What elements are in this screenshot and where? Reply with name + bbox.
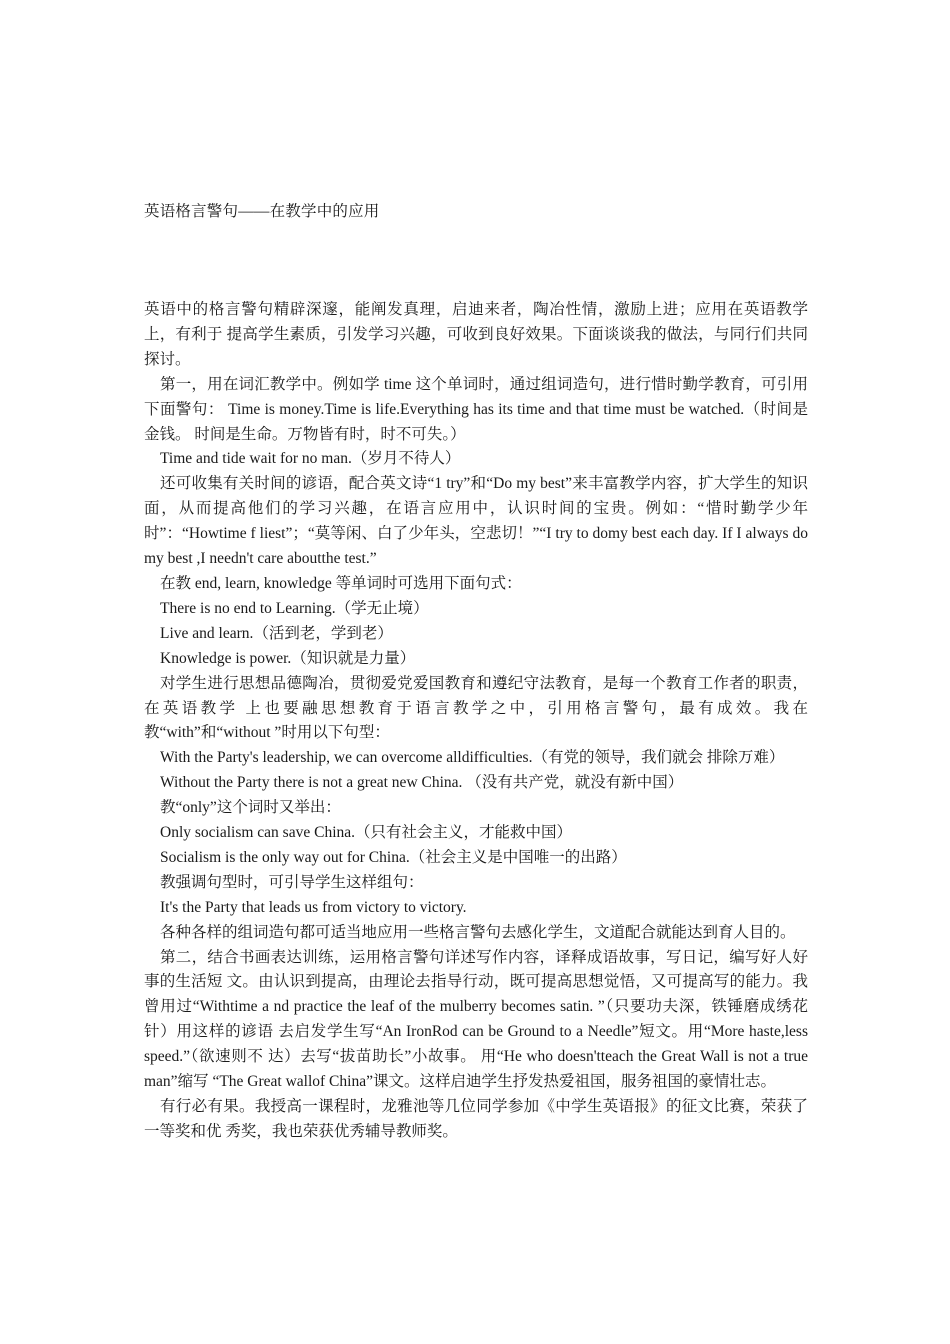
paragraph-vocabulary: 第一，用在词汇教学中。例如学 time 这个单词时，通过组词造句，进行惜时勤学教育，可引用下面警句： Time is money.Time is life.Everything has its time and that time must be watched.（时间是金钱。 时间是生命。万物皆有时，时不可失。） bbox=[144, 375, 808, 443]
paragraph-emphatic: 教强调句型时，可引导学生这样组句： bbox=[160, 873, 424, 891]
paragraph-sentence-patterns: 在教 end, learn, knowledge 等单词时可选用下面句式： bbox=[160, 574, 522, 592]
paragraph-results: 有行必有果。我授高一课程时，龙雅池等几位同学参加《中学生英语报》的征文比赛，荣获了一等奖和优 秀奖，我也荣获优秀辅导教师奖。 bbox=[144, 1098, 808, 1140]
paragraph-moral-education: 对学生进行思想品德陶冶，贯彻爱党爱国教育和遵纪守法教育，是每一个教育工作者的职责，在英语教学 上也要融思想教育于语言教学之中，引用格言警句，最有成效。我在教“with”和“without ”时用以下句型： bbox=[144, 674, 808, 742]
document-body bbox=[144, 298, 808, 1145]
quote-line: With the Party's leadership, we can overcome alldifficulties.（有党的领导，我们就会 排除万难） bbox=[160, 749, 785, 767]
quote-line: Without the Party there is not a great new China. （没有共产党，就没有新中国） bbox=[160, 774, 684, 792]
paragraph-intro: 英语中的格言警句精辟深邃，能阐发真理，启迪来者，陶冶性情，激励上进；应用在英语教学上，有利于 提高学生素质，引发学习兴趣，可收到良好效果。下面谈谈我的做法，与同行们共同探讨。 bbox=[144, 301, 808, 368]
quote-line: It's the Party that leads us from victory to victory. bbox=[160, 898, 467, 916]
document-title: 英语格言警句——在教学中的应用 bbox=[144, 203, 380, 220]
paragraph-summary: 各种各样的组词造句都可适当地应用一些格言警句去感化学生，文道配合就能达到育人目的。 bbox=[160, 923, 796, 941]
quote-line: There is no end to Learning.（学无止境） bbox=[160, 599, 429, 617]
paragraph-writing: 第二，结合书画表达训练，运用格言警句详述写作内容，译释成语故事，写日记，编写好人好事的生活短 文。由认识到提高，由理论去指导行动，既可提高思想觉悟，又可提高写的能力。我曾用过“Withtime a nd practice the leaf of the mulberry becomes satin. ”（只要功夫深，铁锤磨成绣花针）用这样的谚语 去启发学生写“An IronRod can be Ground to a Needle”短文。用“More haste,less speed.”（欲速则不 达）去写“拔苗助长”小故事。 用“He who doesn'tteach the Great Wall is not a true man”缩写 “The Great wallof China”课文。这样启迪学生抒发热爱祖国，服务祖国的豪情壮志。 bbox=[144, 948, 808, 1091]
quote-line: Time and tide wait for no man.（岁月不待人） bbox=[160, 450, 461, 468]
quote-line: Only socialism can save China.（只有社会主义，才能救中国） bbox=[160, 824, 572, 842]
quote-line: Knowledge is power.（知识就是力量） bbox=[160, 649, 416, 667]
quote-line: Live and learn.（活到老，学到老） bbox=[160, 624, 393, 642]
quote-line: Socialism is the only way out for China.（社会主义是中国唯一的出路） bbox=[160, 848, 627, 866]
paragraph-only: 教“only”这个词时又举出： bbox=[160, 799, 341, 817]
paragraph-time-proverbs: 还可收集有关时间的谚语，配合英文诗“1 try”和“Do my best”来丰富教学内容，扩大学生的知识面，从而提高他们的学习兴趣，在语言应用中，认识时间的宝贵。例如：“惜时勤学少年时”：“Howtime f liest”；“莫等闲、白了少年头，空悲切！”“I try to domy best each day. If I always do my best ,I needn't care aboutthe test.” bbox=[144, 475, 808, 568]
